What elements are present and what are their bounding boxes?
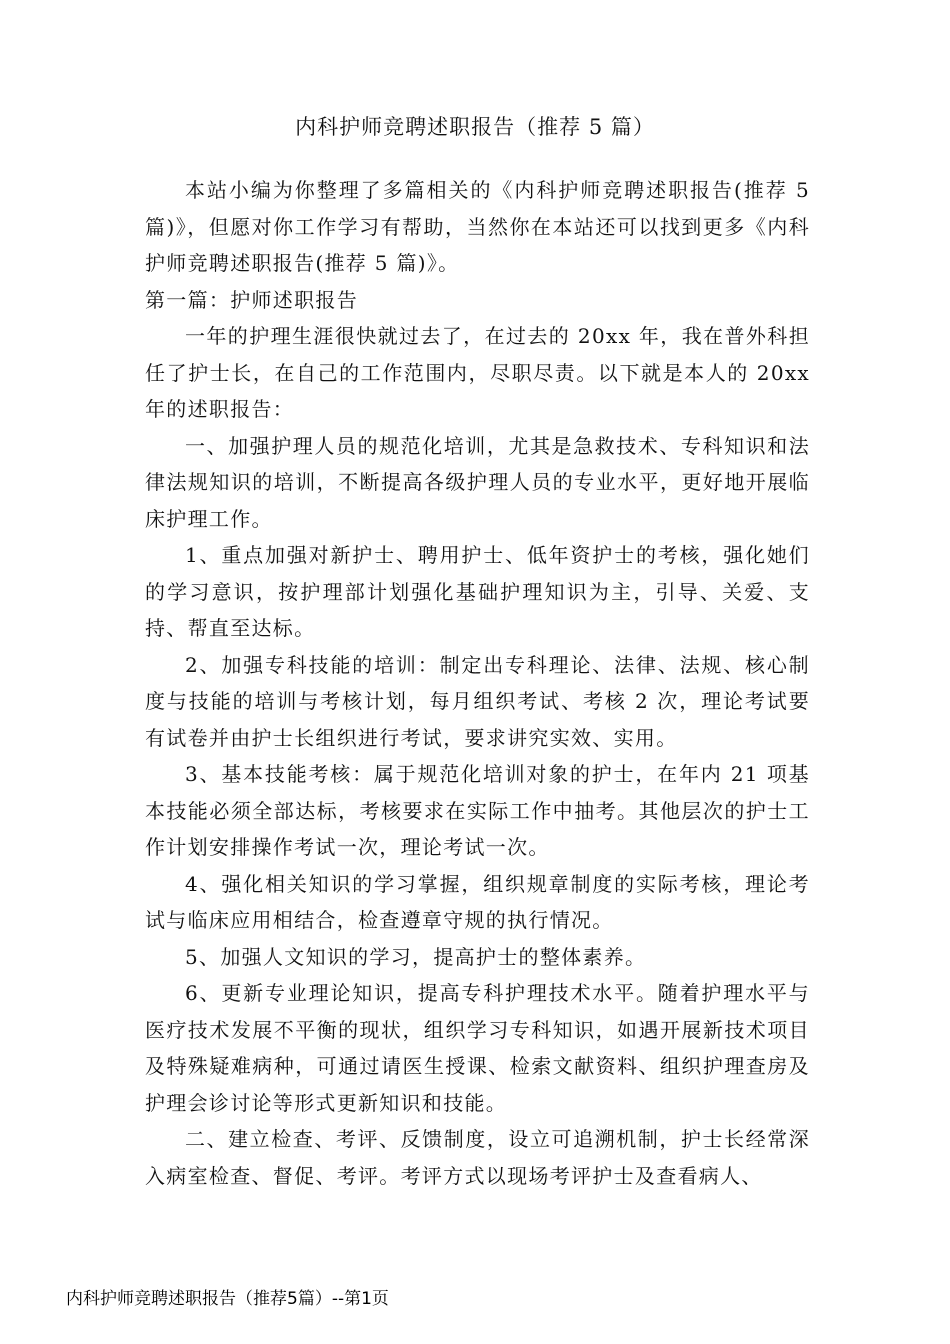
body-paragraph: 2、加强专科技能的培训：制定出专科理论、法律、法规、核心制度与技能的培训与考核计划，每月组织考试、考核 2 次，理论考试要有试卷并由护士长组织进行考试，要求讲究实效、实用。 bbox=[145, 652, 810, 750]
document-body bbox=[145, 172, 810, 1194]
body-paragraph: 6、更新专业理论知识，提高专科护理技术水平。随着护理水平与医疗技术发展不平衡的现状，组织学习专科知识，如遇开展新技术项目及特殊疑难病种，可通过请医生授课、检索文献资料、组织护理查房及护理会诊讨论等形式更新知识和技能。 bbox=[145, 981, 810, 1115]
document-title: 内科护师竞聘述职报告（推荐 5 篇） bbox=[295, 115, 655, 139]
section-heading: 第一篇：护师述职报告 bbox=[145, 287, 358, 312]
body-paragraph: 5、加强人文知识的学习，提高护士的整体素养。 bbox=[185, 944, 647, 969]
body-paragraph: 二、建立检查、考评、反馈制度，设立可追溯机制，护士长经常深入病室检查、督促、考评。考评方式以现场考评护士及查看病人、 bbox=[145, 1127, 810, 1188]
body-paragraph: 一年的护理生涯很快就过去了，在过去的 20xx 年，我在普外科担任了护士长，在自己的工作范围内，尽职尽责。以下就是本人的 20xx 年的述职报告： bbox=[145, 324, 810, 421]
body-paragraph: 4、强化相关知识的学习掌握，组织规章制度的实际考核，理论考试与临床应用相结合，检查遵章守规的执行情况。 bbox=[145, 871, 810, 932]
body-paragraph: 3、基本技能考核：属于规范化培训对象的护士，在年内 21 项基本技能必须全部达标，考核要求在实际工作中抽考。其他层次的护士工作计划安排操作考试一次，理论考试一次。 bbox=[145, 762, 810, 859]
body-paragraph: 1、重点加强对新护士、聘用护士、低年资护士的考核，强化她们的学习意识，按护理部计划强化基础护理知识为主，引导、关爱、支持、帮直至达标。 bbox=[145, 543, 810, 640]
intro-paragraph: 本站小编为你整理了多篇相关的《内科护师竞聘述职报告(推荐 5 篇)》，但愿对你工作学习有帮助，当然你在本站还可以找到更多《内科护师竞聘述职报告(推荐 5 篇)》。 bbox=[145, 178, 810, 275]
body-paragraph: 一、加强护理人员的规范化培训，尤其是急救技术、专科知识和法律法规知识的培训，不断提高各级护理人员的专业水平，更好地开展临床护理工作。 bbox=[145, 433, 810, 531]
page-footer: 内科护师竞聘述职报告（推荐5篇）--第1页 bbox=[66, 1289, 389, 1309]
